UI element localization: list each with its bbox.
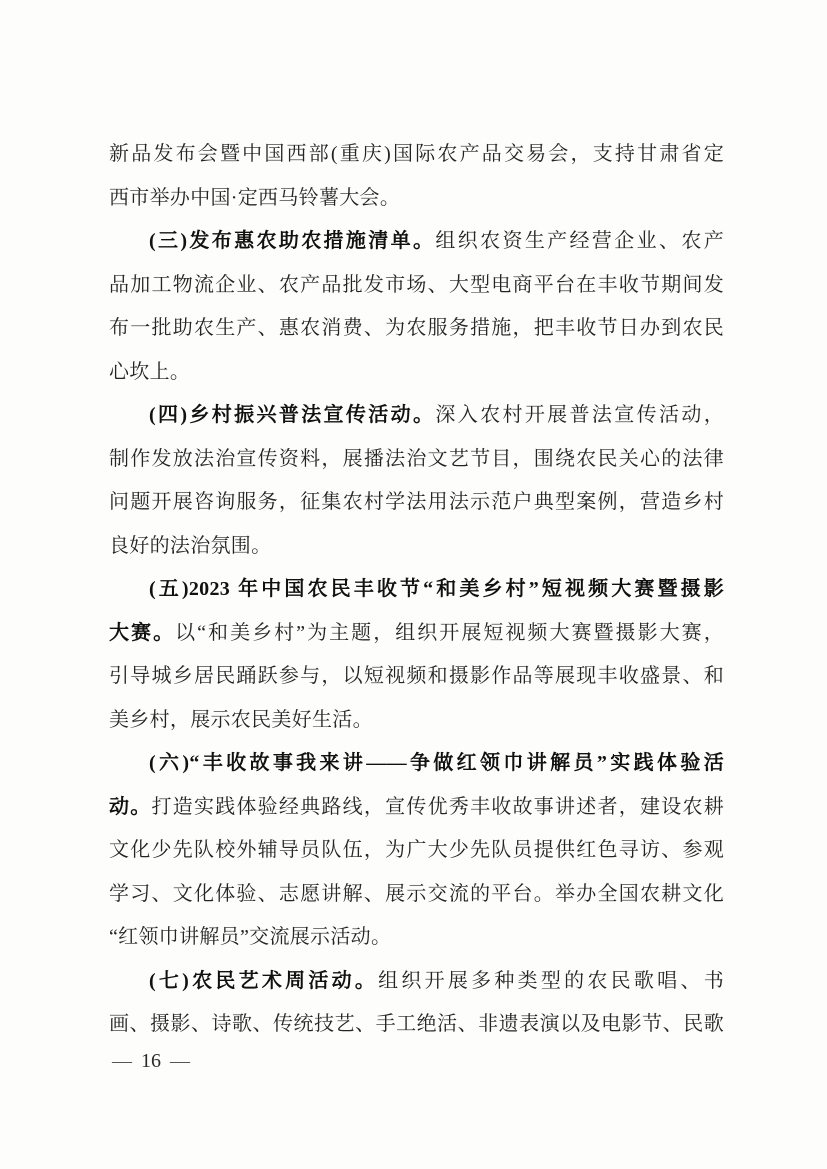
text-line bbox=[109, 264, 724, 308]
page-number: 16 bbox=[141, 1050, 161, 1072]
body-text: 画、摄影、诗歌、传统技艺、手工绝活、非遗表演以及电影节、民歌 bbox=[109, 1013, 724, 1035]
footer-right-dash: — bbox=[170, 1050, 190, 1072]
text-line bbox=[109, 525, 724, 569]
section-heading-text: (五)2023 年中国农民丰收节“和美乡村”短视频大赛暨摄影 bbox=[149, 578, 724, 600]
text-line bbox=[109, 916, 724, 960]
text-line bbox=[109, 481, 724, 525]
body-text: 心坎上。 bbox=[109, 360, 191, 383]
section-heading-text: (七)农民艺术周活动。 bbox=[149, 969, 379, 992]
page-footer bbox=[112, 1046, 190, 1076]
text-line bbox=[109, 351, 724, 395]
section-heading-text: (六)“丰收故事我来讲——争做红领巾讲解员”实践体验活 bbox=[149, 752, 724, 774]
section-heading-text: 动。 bbox=[109, 795, 152, 818]
text-line bbox=[109, 307, 724, 351]
body-text: 制作发放法治宣传资料，展播法治文艺节目，围绕农民关心的法律 bbox=[109, 447, 724, 470]
text-line bbox=[109, 786, 724, 830]
text-line bbox=[109, 568, 724, 612]
text-line bbox=[109, 829, 724, 873]
body-text: 良好的法治氛围。 bbox=[109, 534, 272, 557]
body-text: 新品发布会暨中国西部(重庆)国际农产品交易会，支持甘肃省定 bbox=[109, 143, 724, 165]
body-text: 布一批助农生产、惠农消费、为农服务措施，把丰收节日办到农民 bbox=[109, 317, 724, 339]
body-text: 品加工物流企业、农产品批发市场、大型电商平台在丰收节期间发 bbox=[109, 273, 724, 296]
text-line bbox=[109, 655, 724, 699]
section-heading-text: (三)发布惠农助农措施清单。 bbox=[149, 230, 436, 252]
text-line bbox=[109, 438, 724, 482]
body-text: 文化少先队校外辅导员队伍，为广大少先队员提供红色寻访、参观 bbox=[109, 839, 724, 861]
section-heading-text: 大赛。 bbox=[109, 621, 176, 644]
body-text: 西市举办中国·定西马铃薯大会。 bbox=[109, 186, 401, 209]
footer-left-dash: — bbox=[112, 1050, 132, 1072]
text-line bbox=[109, 873, 724, 917]
body-text: 学习、文化体验、志愿讲解、展示交流的平台。举办全国农耕文化 bbox=[109, 882, 724, 905]
body-text: 以“和美乡村”为主题，组织开展短视频大赛暨摄影大赛， bbox=[175, 621, 724, 644]
document-body bbox=[109, 133, 724, 1047]
section-heading-text: (四)乡村振兴普法宣传活动。 bbox=[149, 404, 436, 426]
text-line bbox=[109, 612, 724, 656]
text-line bbox=[109, 742, 724, 786]
body-text: 打造实践体验经典路线，宣传优秀丰收故事讲述者，建设农耕 bbox=[151, 795, 724, 818]
text-line bbox=[109, 960, 724, 1004]
body-text: 深入农村开展普法宣传活动， bbox=[435, 404, 724, 426]
text-line bbox=[109, 1003, 724, 1047]
text-line bbox=[109, 699, 724, 743]
body-text: 问题开展咨询服务，征集农村学法用法示范户典型案例，营造乡村 bbox=[109, 491, 724, 513]
body-text: “红领巾讲解员”交流展示活动。 bbox=[109, 926, 392, 948]
text-line bbox=[109, 133, 724, 177]
text-line bbox=[109, 177, 724, 221]
text-line bbox=[109, 220, 724, 264]
body-text: 引导城乡居民踊跃参与，以短视频和摄影作品等展现丰收盛景、和 bbox=[109, 665, 724, 687]
body-text: 组织开展多种类型的农民歌唱、书 bbox=[378, 969, 724, 992]
body-text: 组织农资生产经营企业、农产 bbox=[435, 230, 724, 252]
body-text: 美乡村，展示农民美好生活。 bbox=[109, 708, 373, 731]
text-line bbox=[109, 394, 724, 438]
